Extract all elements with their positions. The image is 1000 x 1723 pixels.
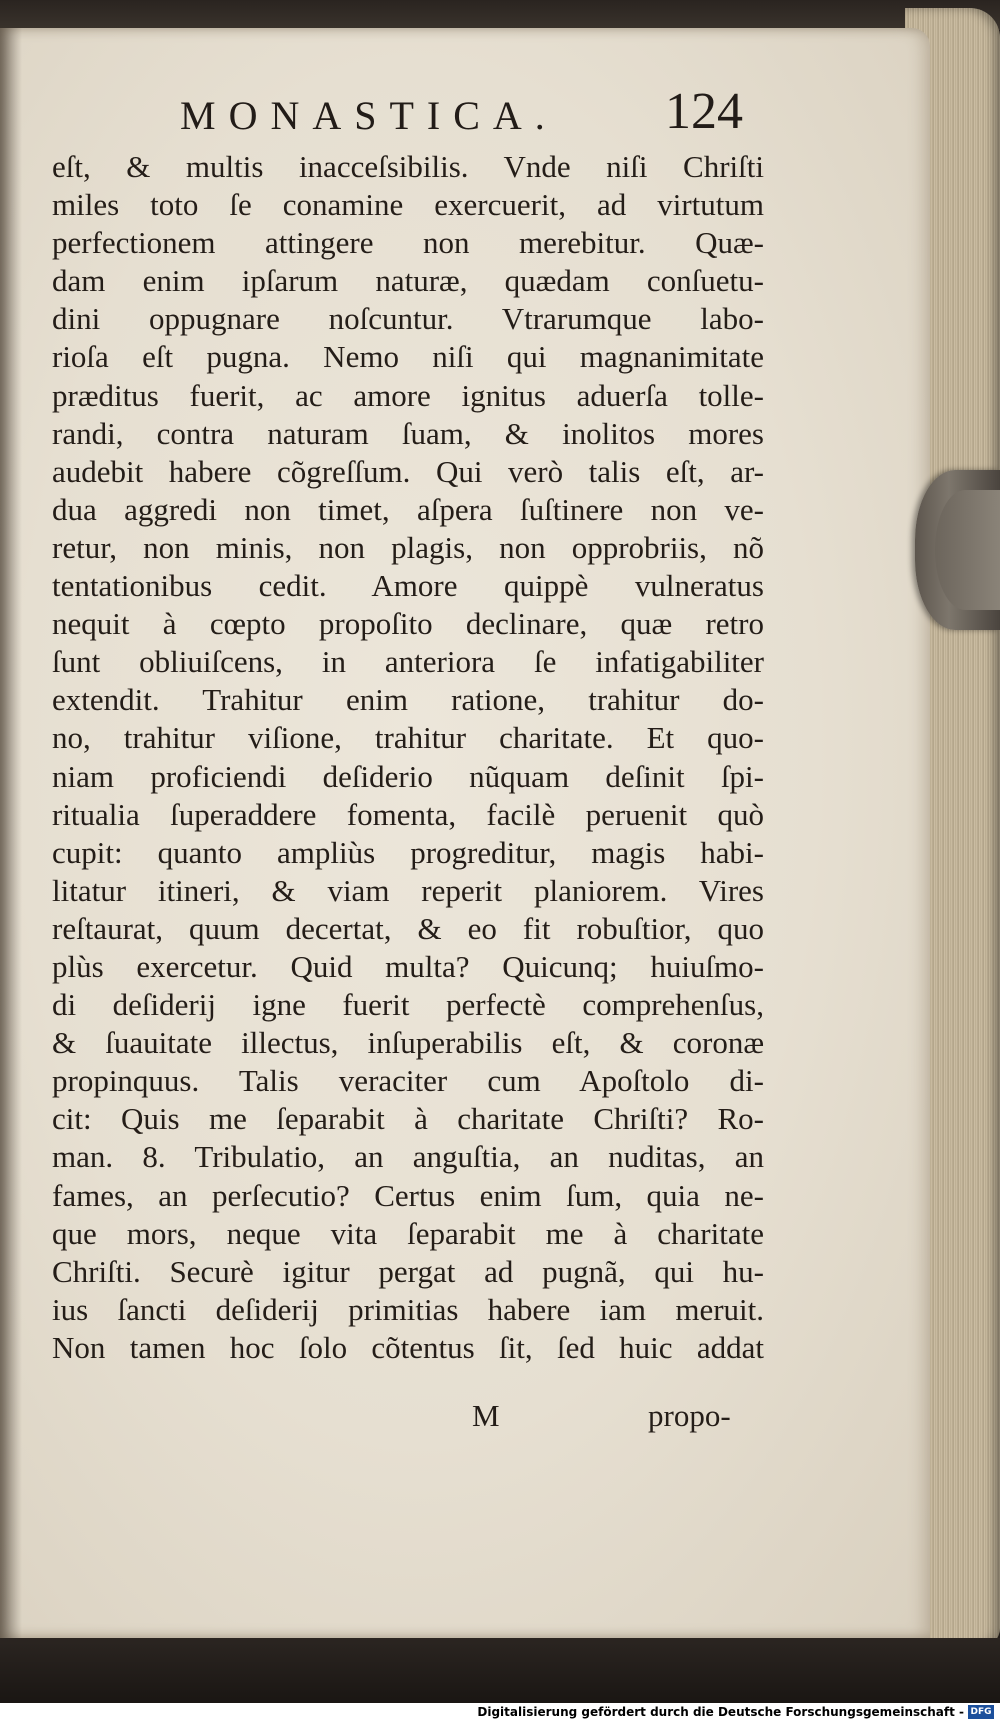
text-line: ſunt obliuiſcens, in anteriora ſe infatigabiliter [52,644,764,680]
text-line: rioſa eſt pugna. Nemo niſi qui magnanimitate [52,339,764,375]
footer-credit: Digitalisierung gefördert durch die Deutsche Forschungsgemeinschaft - [477,1705,964,1719]
text-line: dam enim ipſarum naturæ, quædam conſuetu- [52,263,764,299]
catchword: propo- [648,1398,731,1433]
background-bottom [0,1638,1000,1703]
running-title: MONASTICA. [180,93,558,138]
page-number: 124 [665,83,743,140]
text-line: retur, non minis, non plagis, non opprobriis, nõ [52,529,764,565]
text-line: audebit habere cõgreſſum. Qui verò talis eſt, ar- [52,453,764,489]
text-line: fames, an perſecutio? Certus enim ſum, quia ne- [52,1177,764,1213]
text-line: extendit. Trahitur enim ratione, trahitur do- [52,682,764,718]
text-line: que mors, neque vita ſeparabit me à charitate [52,1215,764,1251]
text-line: Non tamen hoc ſolo cõtentus ſit, ſed huic addat [52,1329,764,1365]
text-line: ius ſancti deſiderij primitias habere iam meruit. [52,1291,764,1327]
text-line: no, trahitur viſione, trahitur charitate. Et quo- [52,720,764,756]
background-top [0,0,1000,30]
signature-mark: M [472,1398,500,1433]
body-text [52,148,764,1367]
text-line: cit: Quis me ſeparabit à charitate Chriſti? Ro- [52,1101,764,1137]
text-line: nequit à cœpto propoſito declinare, quæ retro [52,606,764,642]
text-line: di deſiderij igne fuerit perfectè comprehenſus, [52,987,764,1023]
text-line: reſtaurat, quum decertat, & eo fit robuſtior, quo [52,910,764,946]
text-line: randi, contra naturam ſuam, & inolitos mores [52,415,764,451]
text-line: tentationibus cedit. Amore quippè vulneratus [52,568,764,604]
text-line: Chriſti. Securè igitur pergat ad pugnã, qui hu- [52,1253,764,1289]
text-line: dini oppugnare noſcuntur. Vtrarumque labo- [52,301,764,337]
text-line: perfectionem attingere non merebitur. Quæ- [52,225,764,261]
text-line: cupit: quanto ampliùs progreditur, magis habi- [52,834,764,870]
text-line: man. 8. Tribulatio, an anguſtia, an nuditas, an [52,1139,764,1175]
text-line: litatur itineri, & viam reperit planiorem. Vires [52,872,764,908]
bookmark-ribbon-highlight [935,490,1000,610]
dfg-logo: DFG [968,1705,994,1719]
text-line: propinquus. Talis veraciter cum Apoſtolo di- [52,1063,764,1099]
text-line: ritualia ſuperaddere fomenta, facilè peruenit quò [52,796,764,832]
text-line: præditus fuerit, ac amore ignitus aduerſa tolle- [52,377,764,413]
text-line: dua aggredi non timet, aſpera ſuſtinere non ve- [52,491,764,527]
text-line: miles toto ſe conamine exercuerit, ad virtutum [52,187,764,223]
text-line: niam proficiendi deſiderio nũquam deſinit ſpi- [52,758,764,794]
text-line: eſt, & multis inacceſsibilis. Vnde niſi Chriſti [52,149,764,184]
gutter-shadow [0,28,22,1638]
text-line: & ſuauitate illectus, inſuperabilis eſt, & coronæ [52,1025,764,1061]
text-line: plùs exercetur. Quid multa? Quicunq; huiuſmo- [52,948,764,984]
